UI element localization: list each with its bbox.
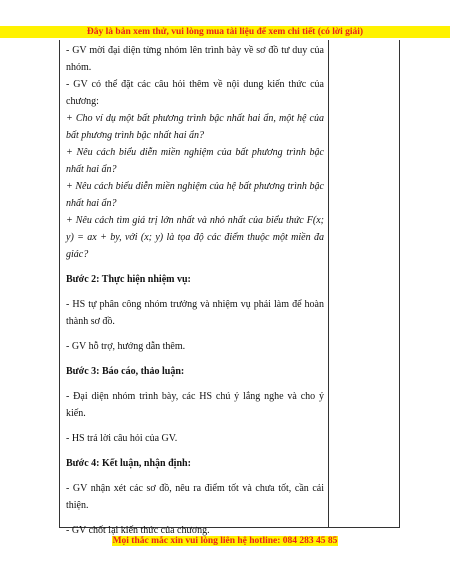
- step2-item-assign: - HS tự phân công nhóm trưởng và nhiệm vụ phải làm để hoàn thành sơ đồ.: [66, 299, 324, 327]
- step3-item-answer: - HS trả lời câu hỏi của GV.: [66, 433, 178, 444]
- step4-heading: Bước 4: Kết luận, nhận định:: [66, 458, 191, 469]
- paragraph-extra-questions: - GV có thể đặt các câu hỏi thêm về nội dung kiến thức của chương:: [66, 79, 324, 107]
- hotline-text: Mọi thắc mắc xin vui lòng liên hệ hotline: 084 283 45 85: [112, 536, 338, 546]
- question-solution-set-inequality: + Nêu cách biểu diễn miền nghiệm của bất phương trình bậc nhất hai ẩn?: [66, 147, 324, 175]
- step4-item-summary: - GV chốt lại kiến thức của chương.: [66, 525, 210, 536]
- question-solution-set-system: + Nêu cách biểu diễn miền nghiệm của hệ bất phương trình bậc nhất hai ẩn?: [66, 181, 324, 209]
- step2-heading: Bước 2: Thực hiện nhiệm vụ:: [66, 274, 191, 285]
- step2-item-support: - GV hỗ trợ, hướng dẫn thêm.: [66, 341, 186, 352]
- step3-heading: Bước 3: Báo cáo, thảo luận:: [66, 366, 185, 377]
- activity-cell: [66, 42, 324, 539]
- step4-item-review: - GV nhận xét các sơ đồ, nêu ra điểm tốt và chưa tốt, cần cải thiện.: [66, 483, 324, 511]
- paragraph-present-mindmap: - GV mời đại diện từng nhóm lên trình bày về sơ đồ tư duy của nhóm.: [66, 45, 324, 73]
- hotline-banner: [0, 536, 450, 546]
- question-example: + Cho ví dụ một bất phương trình bậc nhất hai ẩn, một hệ của bất phương trình bậc nhất hai ẩn?: [66, 113, 324, 141]
- preview-notice-text: Đây là bản xem thử, vui lòng mua tài liệu để xem chi tiết (có lời giải): [86, 27, 364, 37]
- step3-item-present: - Đại diện nhóm trình bày, các HS chú ý lắng nghe và cho ý kiến.: [66, 391, 324, 419]
- lesson-table: [59, 40, 400, 536]
- column-divider: [328, 40, 329, 527]
- question-max-min: + Nêu cách tìm giá trị lớn nhất và nhỏ nhất của biểu thức F(x; y) = ax + by, với (x; y) là tọa độ các điểm thuộc một miền đa giác?: [66, 215, 324, 260]
- preview-notice-banner: [0, 26, 450, 38]
